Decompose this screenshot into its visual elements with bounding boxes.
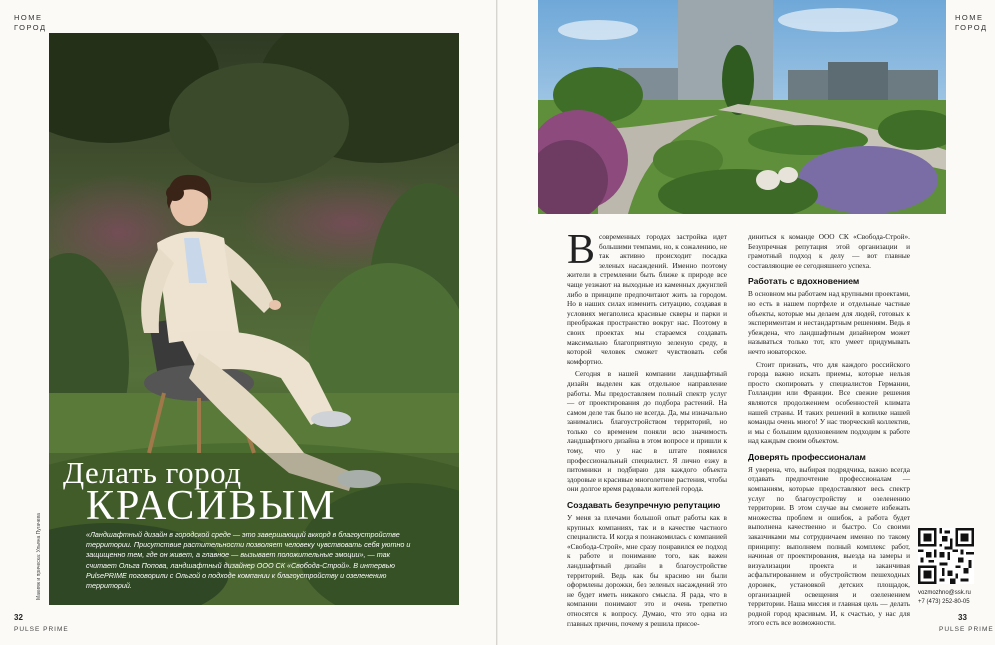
section-city: ГОРОД	[14, 23, 47, 32]
subheading: Работать с вдохновением	[748, 276, 860, 287]
section-tag	[14, 13, 47, 33]
magazine-brand: PULSE PRIME	[939, 626, 994, 633]
paragraph: У меня за плечами большой опыт работы как в крупных компаниях, так и в качестве частного специалиста. И когда я познакомилась с компанией «Свобода-Строй», мне сразу понравился ее подход к работе и понимание того, как важен ландшафтный дизайн в благоустройстве территорий. Ведь как бы красиво ни были оформлены дорожки, без зеленых насаждений это не будет иметь никакого смысла. Я рада, что в компании понимают это и очень трепетно относятся к вопросу. Думаю, что это одна из главных причин, почему я решила присое-	[567, 513, 727, 628]
section-home: HOME	[14, 13, 43, 22]
magazine-brand: PULSE PRIME	[14, 626, 69, 633]
subheading: Создавать безупречную репутацию	[567, 500, 721, 511]
contact-info	[918, 589, 971, 606]
paragraph: Стоит признать, что для каждого российского города важно искать приемы, которые нельзя просто скопировать у специалистов Германии, Голландии или Франции. Все свежие решения являются продолжением особенностей климата нашей страны. И таких решений в копилке нашей команды очень много! У нас творческий коллектив, и мы с большим вдохновением подходим к работе над каждым своим объектом.	[748, 359, 910, 446]
paragraph: Сегодня в нашей компании ландшафтный дизайн выделен как отдельное направление работы. Мы предоставляем полный спектр услуг — от проектирования до подбора растений. На самом деле так было не всегда. Да, мы изначально занимались благоустройством территорий, но только со временем поняли всю значимость ландшафтного дизайна в этом вопросе и пришли к тому, что у нас в штате появился профессиональный специалист. Я лично езжу в питомники и подбираю для каждого объекта здоровые и красивые многолетние растения, чтобы они долгое время радовали жителей города.	[567, 369, 727, 494]
left-page	[0, 0, 497, 645]
headline-line2: КРАСИВЫМ	[86, 483, 337, 529]
paragraph: В основном мы работаем над крупными проектами, но есть в нашем портфеле и отдельные частные объекты, которые мы делаем для людей, готовых к экспериментам и нестандартным решениям. Ведь я убеждена, что ландшафтным дизайнером может называться только тот, кто умеет придумывать нечто новаторское.	[748, 289, 910, 356]
headline-line1: Делать город	[63, 455, 242, 490]
section-home: HOME	[955, 13, 984, 22]
paragraph: Я уверена, что, выбирая подрядчика, важно всегда отдавать предпочтение профессионалам — компаниям, которые предоставляют весь спектр услуг по благоустройству и озеленению территории. В этом случае вы сможете избежать множества проблем и ошибок, а работа будет выполнена качественно и быстро. Со своими заказчиками мы сотрудничаем именно по такому принципу: выполняем полный комплекс работ, начиная от проектирования, выезда на замеры и визуализации проекта и заканчивая асфальтированием и обустройством пешеходных дорожек, установкой детских площадок, организацией освещения и озеленением территории. Наша миссия и главная цель — делать родной город красивым. И, к счастью, у нас для этого есть все возможности.	[748, 464, 910, 628]
section-tag	[955, 13, 988, 33]
landscape-render	[538, 0, 946, 214]
page-number: 32	[14, 613, 23, 622]
subheading: Доверять профессионалам	[748, 451, 866, 462]
contact-phone[interactable]: +7 (473) 252-80-05	[918, 598, 970, 605]
qr-code	[918, 528, 974, 584]
article-column-1	[567, 227, 727, 631]
photo-credit: Макияж и прическа: Ульяна Пугачева	[36, 513, 42, 600]
page-number: 33	[958, 613, 967, 622]
section-city: ГОРОД	[955, 23, 988, 32]
drop-cap: В	[567, 227, 596, 273]
contact-email[interactable]: vozmozhno@ssk.ru	[918, 590, 971, 596]
article-column-2	[748, 232, 910, 631]
paragraph: диниться к команде ООО СК «Свобода-Строй». Безупречная репутация этой организации и грамотный подход к делу — вот главные составляющие ее сегодняшнего успеха.	[748, 232, 910, 270]
qr-icon	[918, 528, 974, 584]
park-illustration	[538, 0, 946, 214]
paragraph: современных городах застройка идет большими темпами, но, к сожалению, не так активно происходит посадка зеленых насаждений. Именно поэтому жители в стремлении быть ближе к природе все чаще уезжают на выходные из каменных джунглей либо в принципе предпочитают жить за городом. Но в наших силах изменить ситуацию, создавая в условиях мегаполиса красивые скверы и парки и преображая пространство вокруг нас. Поэтому в своих проектах мы стараемся создавать максимально благоприятную зеленую среду, в которой человек сможет чувствовать себя комфортно.	[567, 232, 727, 366]
lead-paragraph: «Ландшафтный дизайн в городской среде — это завершающий аккорд в благоустройстве территории. Присутствие растительности позволяет человеку чувствовать себя уютно и защищенно тем, где он живет, а главное — вызывает положительные эмоции», — так считает Ольга Попова, ландшафтный дизайнер ООО СК «Свобода-Строй». В интервью PulsePRIME поговорили с Ольгой о подходе компании к благоустройству и озеленению территорий.	[86, 530, 411, 591]
right-page	[498, 0, 995, 645]
